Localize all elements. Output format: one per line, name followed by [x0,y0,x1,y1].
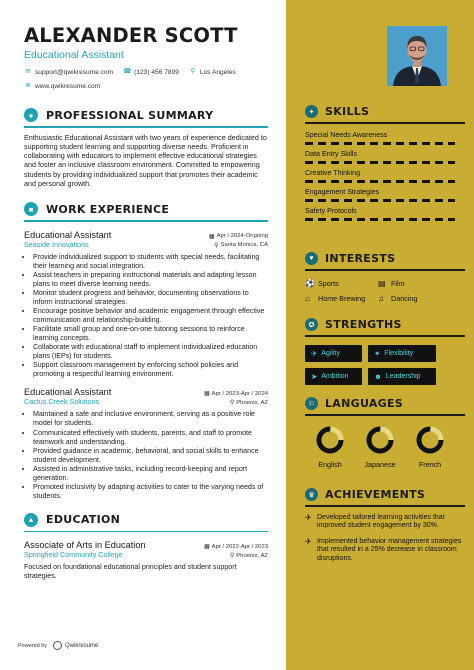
job-bullet: • Facilitate small group and one-on-one tutoring sessions to reinforce learning concepts. [33,325,268,343]
film-icon: ▤ [378,278,386,288]
strength-pill [368,345,436,362]
education-location-text: Phoenix, AZ [236,552,268,559]
interests-icon: ♥ [305,252,318,265]
strength-label: Leadership [385,372,421,380]
pin-icon: ⚲ [229,400,235,407]
strength-pill [305,345,362,362]
strengths-title: STRENGTHS [325,318,402,331]
languages-list [305,425,465,469]
job-date-text: Apr / 2023-Apr / 2024 [211,390,268,397]
education-date [204,543,268,550]
education-rule [24,531,268,533]
summary-icon: ● [24,108,38,122]
job-bullet: • Assist teachers in preparing instructional materials and adapting lesson plans to meet diverse learning needs. [33,271,268,289]
contact-email[interactable] [24,68,113,76]
language-item [305,425,355,469]
calendar-icon: ▦ [204,544,210,551]
email-text: support@qwikresume.com [35,68,114,76]
strengths-section [305,318,465,385]
job-location-text: Phoenix, AZ [236,399,268,406]
languages-icon: ⚐ [305,397,318,410]
achievement-icon: ✈ [305,512,312,522]
skill-bar [305,180,455,183]
achievement-item [305,514,465,531]
profile-photo-image [387,26,447,86]
footer [18,641,98,650]
job-company: Cactus Creek Solutions [24,397,100,407]
candidate-name: ALEXANDER SCOTT [24,24,238,47]
website-text: www.qwikresume.com [35,82,101,90]
skill-item [305,131,465,145]
email-icon: ✉ [25,67,31,75]
strength-label: Flexibility [384,349,414,357]
skill-name: Engagement Strategies [305,187,380,196]
job-entry [24,387,268,500]
job-company: Seaside Innovations [24,239,89,249]
languages-rule [305,414,465,416]
job-date-text: Apr / 2024-Ongoing [216,233,268,240]
powered-by-text: Powered by [18,642,48,649]
language-level-ring [315,425,345,455]
summary-rule [24,126,268,128]
calendar-icon: ▦ [204,391,210,398]
location-text: Los Angeles [199,68,236,76]
job-title: Educational Assistant [24,229,112,240]
job-bullet: • Encourage positive behavior and academic engagement through effective communication and relationship-building. [33,307,268,325]
skills-icon: ✦ [305,105,318,118]
strength-pill [305,368,362,385]
contact-line [24,68,268,76]
location-icon: ⚲ [190,67,196,75]
strengths-rule [305,335,465,337]
languages-section [305,397,465,469]
job-bullets [24,410,268,500]
language-label: Japanese [364,459,396,469]
sidebar [286,0,474,670]
interests-section [305,252,465,303]
briefcase-icon: ■ [24,202,38,216]
skill-bar [305,218,455,221]
achievements-rule [305,505,465,507]
globe-icon: ⊕ [25,81,31,89]
qwikresume-logo-icon [53,641,62,650]
skill-name: Safety Protocols [305,206,357,215]
achievement-item [305,538,465,564]
summary-text: Enthusiastic Educational Assistant with two years of experience dedicated to supporting student learning and supporting diverse needs. Proficient in collaborating with educators to implement effective educational strategies and foster an inclusive classroom environment. Committed to empowering students by providing individualized support that promotes their academic and personal growth. [24,132,267,188]
education-entry [24,540,268,581]
job-bullet: • Promoted inclusivity by adapting activities to cater to the varying needs of students. [33,483,268,501]
education-title: EDUCATION [46,513,121,527]
strength-label: Ambition [321,372,349,380]
education-location [230,552,268,559]
interest-item [378,294,458,303]
strength-pill [368,368,436,385]
skill-item [305,207,465,221]
contact-website[interactable] [24,82,268,90]
languages-title: LANGUAGES [325,397,404,410]
contact-phone[interactable] [123,68,179,76]
interest-label: Sports [318,278,339,288]
achievement-icon: ✈ [305,536,312,546]
skill-name: Data Entry Skills [305,149,358,158]
language-item [355,425,405,469]
strengths-icon: ✪ [305,318,318,331]
pin-icon: ⚲ [229,553,235,560]
job-entry [24,230,268,380]
skill-item [305,188,465,202]
interest-label: Home Brewing [318,293,366,303]
skill-item [305,169,465,183]
job-bullet: • Provided guidance in academic, behavioral, and social skills to enhance student development. [33,447,268,465]
flexibility-icon: ✦ [374,348,381,358]
language-label: French [418,459,442,469]
education-date-text: Apr / 2022-Apr / 2023 [211,543,268,550]
job-bullet: • Assisted in administrative tasks, including record-keeping and report generation. [33,465,268,483]
job-bullet: • Support classroom management by enforcing school policies and promoting a respectful learning environment. [33,361,268,379]
job-bullet: • Monitor student progress and behavior, documenting observations to inform instructional strategies. [33,289,268,307]
skill-bar [305,199,455,202]
job-bullets [24,253,268,380]
skill-item [305,150,465,164]
phone-icon: ☎ [123,67,132,75]
skills-section [305,105,465,221]
dancing-icon: ♫ [378,293,384,303]
language-level-ring [415,425,445,455]
interests-rule [305,269,465,271]
language-item [405,425,455,469]
skills-rule [305,122,465,124]
contact-location [189,68,236,76]
language-level-ring [365,425,395,455]
job-date [204,390,268,397]
school-name: Springfield Community College [24,550,123,560]
profile-photo [387,26,447,86]
degree-title: Associate of Arts in Education [24,540,146,551]
achievements-section [305,488,465,563]
skill-name: Special Needs Awareness [305,130,388,139]
job-bullet: • Maintained a safe and inclusive environment, serving as a positive role model for students. [33,410,268,428]
interests-title: INTERESTS [325,252,396,265]
interest-item [305,294,378,303]
graduation-cap-icon: ▲ [24,513,38,527]
skill-bar [305,161,455,164]
skill-name: Creative Thinking [305,168,361,177]
calendar-icon: ▦ [208,233,215,240]
home-brewing-icon: ⌂ [305,293,310,303]
achievement-text: Implemented behavior management strategies that resulted in a 25% decrease in classroom disruptions. [317,537,462,562]
experience-header [24,202,268,216]
agility-icon: ✈ [311,348,318,358]
candidate-role: Educational Assistant [24,49,124,61]
phone-text: (123) 456 7899 [134,68,179,76]
achievement-text: Developed tailored learning activities that improved student engagement by 30%. [317,513,445,530]
experience-rule [24,220,268,222]
sports-icon: ⚽ [305,278,315,288]
pin-icon: ⚲ [214,242,219,249]
skills-title: SKILLS [325,105,370,118]
job-location-text: Santa Monica, CA [220,242,268,249]
education-description: Focused on foundational educational principles and student support strategies. [24,563,237,581]
strength-label: Agility [321,349,340,357]
interest-label: Film [391,278,405,288]
achievements-title: ACHIEVEMENTS [325,488,426,501]
job-bullet: • Collaborate with educational staff to implement individualized education plans (IEPs) for students. [33,343,268,361]
job-date [209,233,268,240]
summary-header [24,108,268,122]
language-label: English [318,459,342,469]
education-header [24,513,268,527]
experience-title: WORK EXPERIENCE [46,202,170,216]
leadership-icon: ☻ [374,371,382,381]
skill-bar [305,142,455,145]
job-bullet: • Provide individualized support to students with special needs, facilitating their learning and social integration. [33,253,268,271]
job-location [214,242,268,249]
trophy-icon: ♛ [305,488,318,501]
job-bullet: • Communicated effectively with students, parents, and staff to promote teamwork and understanding. [33,429,268,447]
ambition-icon: ➤ [311,371,318,381]
footer-brand[interactable]: Qwikresume [65,642,99,649]
job-title: Educational Assistant [24,387,112,398]
summary-title: PROFESSIONAL SUMMARY [46,108,214,122]
job-location [230,399,268,406]
interest-item [378,279,458,288]
interest-label: Dancing [391,293,418,303]
interest-item [305,279,378,288]
